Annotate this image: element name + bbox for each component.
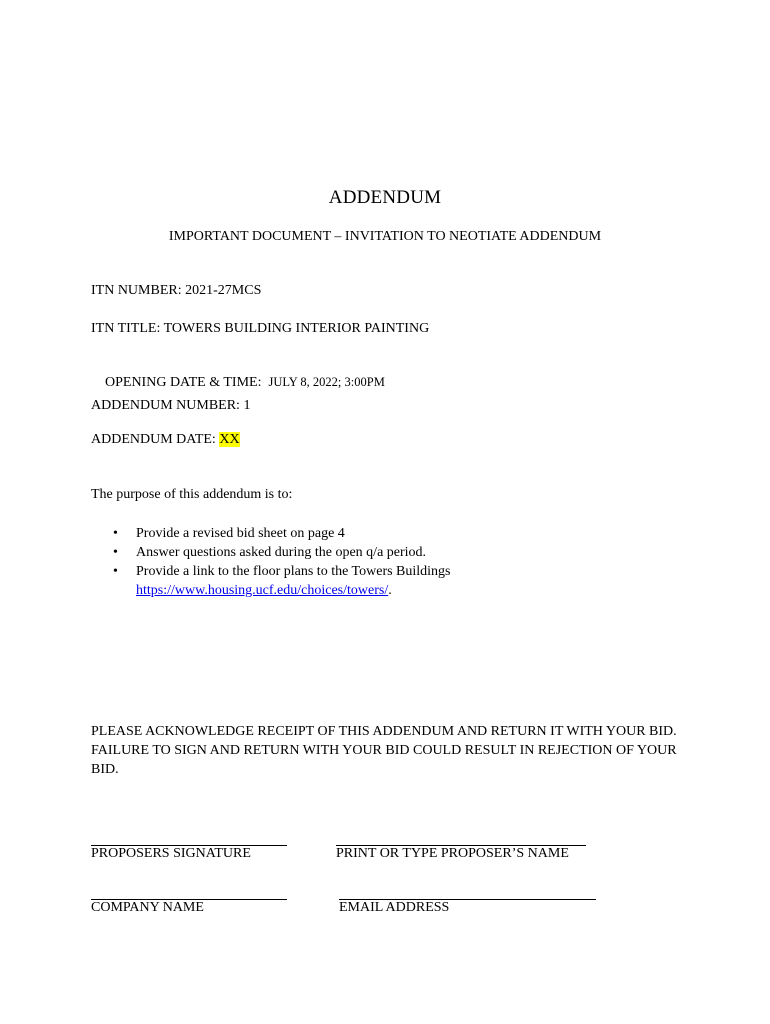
opening-date-label: OPENING DATE & TIME:	[105, 375, 269, 390]
purpose-intro: The purpose of this addendum is to:	[91, 487, 293, 502]
itn-number-value: 2021-27MCS	[185, 283, 262, 298]
list-item-text: Provide a revised bid sheet on page 4	[136, 526, 345, 541]
email-address-label: EMAIL ADDRESS	[339, 900, 450, 915]
proposer-signature-label: PROPOSERS SIGNATURE	[91, 846, 251, 861]
acknowledgement-notice: PLEASE ACKNOWLEDGE RECEIPT OF THIS ADDENDUM AND RETURN IT WITH YOUR BID. FAILURE TO SIGN AND RETURN WITH YOUR BID COULD RESULT IN REJECTION OF YOUR BID.	[91, 724, 677, 777]
itn-number-field	[91, 283, 261, 299]
list-item	[110, 524, 451, 543]
bullet-icon: •	[113, 526, 118, 541]
addendum-number-field	[91, 398, 250, 414]
list-item-text: Provide a link to the floor plans to the Towers Buildings	[136, 564, 451, 579]
bullet-icon: •	[113, 564, 118, 579]
purpose-list	[110, 524, 451, 600]
addendum-number-value: 1	[243, 398, 251, 413]
itn-title-field	[91, 321, 429, 337]
addendum-date-value: XX	[219, 432, 240, 447]
print-name-label: PRINT OR TYPE PROPOSER’S NAME	[336, 846, 569, 861]
itn-title-value: TOWERS BUILDING INTERIOR PAINTING	[163, 321, 430, 336]
link-suffix: .	[388, 583, 392, 598]
company-name-label: COMPANY NAME	[91, 900, 204, 915]
floor-plans-link[interactable]: https://www.housing.ucf.edu/choices/towers/	[136, 583, 389, 598]
addendum-date-field	[91, 432, 240, 448]
opening-date-value: JULY 8, 2022; 3:00PM	[268, 375, 385, 389]
document-subtitle: IMPORTANT DOCUMENT – INVITATION TO NEOTIATE ADDENDUM	[168, 229, 602, 244]
itn-number-label: ITN NUMBER:	[91, 283, 186, 298]
list-item-text: Answer questions asked during the open q/a period.	[136, 545, 427, 560]
addendum-date-label: ADDENDUM DATE:	[91, 432, 220, 447]
itn-title-label: ITN TITLE:	[91, 321, 164, 336]
bullet-icon: •	[113, 545, 118, 560]
list-item	[110, 562, 451, 600]
document-title: ADDENDUM	[328, 187, 442, 208]
addendum-number-label: ADDENDUM NUMBER:	[91, 398, 244, 413]
list-item	[110, 543, 451, 562]
